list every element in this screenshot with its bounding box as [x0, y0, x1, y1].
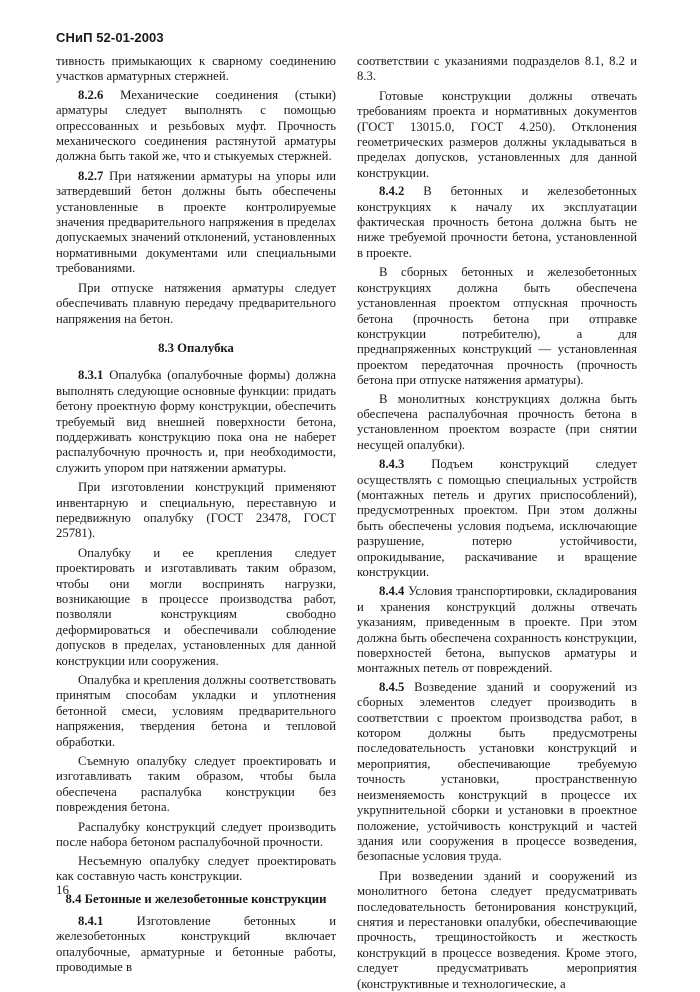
paragraph-8-2-6: [56, 88, 336, 165]
clause-number: 8.2.6: [78, 87, 104, 102]
paragraph-text: Изготовление бетонных и железобетонных конструкций включает опалубочные, арматурные и бетонные работы, проводимые в: [56, 913, 336, 974]
paragraph: Опалубка и крепления должны соответствовать принятым способам укладки и уплотнения бетонной смеси, условиям предварительного напряжения, твердения бетона и тепловой обработки.: [56, 673, 336, 749]
section-heading-8-3: 8.3 Опалубка: [158, 340, 234, 355]
paragraph-8-4-4: [357, 584, 637, 676]
paragraph-8-4-3: [357, 457, 637, 580]
clause-number: 8.4.2: [379, 184, 405, 199]
paragraph: Съемную опалубку следует проектировать и изготавливать таким образом, чтобы была обеспечена распалубка конструкции без повреждения бетона.: [56, 754, 336, 815]
paragraph-8-4-5: [357, 680, 637, 865]
page-number: 16: [56, 882, 69, 897]
paragraph: Несъемную опалубку следует проектировать как составную часть конструкции.: [56, 853, 336, 883]
clause-number: 8.4.3: [379, 457, 405, 472]
paragraph-text: Механические соединения (стыки) арматуры следует выполнять с помощью опрессованных и резьбовых муфт. Прочность механического соединения растянутой арматуры должна быть такой же, что и стыкуемых стержней.: [56, 87, 336, 164]
paragraph-text: В бетонных и железобетонных конструкциях к началу их эксплуатации фактическая прочность бетона должна быть не ниже требуемой прочности бетона, установленной в проекте.: [357, 184, 637, 260]
left-column: [56, 54, 336, 975]
paragraph-8-4-1: [56, 914, 336, 976]
paragraph-text: Опалубка (опалубочные формы) должна выполнять следующие основные функции: придать бетону проектную форму конструкции, обеспечить требуемый вид внешней поверхности бетона, поддерживать конструкцию пока она не наберет распалубочную прочность и, при необходимости, служить упором при натяжении арматуры.: [56, 368, 336, 475]
paragraph-text: Подъем конструкций следует осуществлять с помощью специальных устройств (монтажных петель и других приспособлений), предусмотренных проектом. При этом должны быть обеспечены условия подъема, исключающие разрушение, потерю устойчивости, опрокидывание, раскачивание и вращение конструкции.: [357, 457, 637, 579]
right-column: [357, 54, 637, 992]
paragraph: При возведении зданий и сооружений из монолитного бетона следует предусматривать последовательность бетонирования конструкций, снятия и перестановки опалубки, обеспечивающие прочность, трещиностойкость и жесткость конструкций в процессе возведения. Кроме этого, следует предусматривать мероприятия (конструктивные и технологические, а: [357, 868, 637, 991]
paragraph: соответствии с указаниями подразделов 8.1, 8.2 и 8.3.: [357, 54, 637, 84]
paragraph: Опалубку и ее крепления следует проектировать и изготавливать таким образом, чтобы они могли воспринять нагрузки, возникающие в процессе производства работ, позволяли конструкциям свободно деформироваться и обеспечивали соблюдение допусков в пределах, установленных для данной конструкции или сооружения.: [56, 545, 336, 668]
paragraph: Готовые конструкции должны отвечать требованиям проекта и нормативных документов (ГОСТ 13015.0, ГОСТ 4.250). Отклонения геометрических размеров должны укладываться в пределах допусков, установленных для данной конструкции.: [357, 88, 637, 180]
paragraph-8-2-7: [56, 169, 336, 277]
clause-number: 8.3.1: [78, 368, 104, 383]
paragraph-text: При натяжении арматуры на упоры или затвердевший бетон должны быть обеспечены установленные в проекте контролируемые значения предварительного напряжения в пределах допускаемых значений отклонений, установленных нормативными документами или специальными требованиями.: [56, 168, 336, 276]
paragraph-text: Возведение зданий и сооружений из сборных элементов следует производить в соответствии с проектом производства работ, в котором должны быть предусмотрены последовательность установки конструкций и мероприятия, обеспечивающие требуемую точность установки, пространственную неизменяемость конструкций в процессе их укрупнительной сборки и установки в проектное положение, устойчивость конструкций и частей здания или сооружения в процессе возведения, безопасные условия труда.: [357, 679, 637, 864]
paragraph: При изготовлении конструкций применяют инвентарную и специальную, переставную и передвижную опалубку (ГОСТ 23478, ГОСТ 25781).: [56, 480, 336, 541]
paragraph-8-3-1: [56, 368, 336, 476]
paragraph-8-4-2: [357, 184, 637, 261]
clause-number: 8.2.7: [78, 168, 104, 183]
paragraph: В сборных бетонных и железобетонных конструкциях должна быть обеспечена установленная проектом отпускная прочность бетона (прочность бетона при отправке конструкции потребителю), а для преднапряженных конструкций — установленная проектом передаточная прочность (прочность бетона при отпуске натяжения арматуры).: [357, 265, 637, 388]
paragraph: В монолитных конструкциях должна быть обеспечена распалубочная прочность бетона в установленном проектом возрасте (при снятии несущей опалубки).: [357, 391, 637, 452]
clause-number: 8.4.5: [379, 679, 405, 694]
document-code-header: СНиП 52-01-2003: [56, 30, 164, 45]
clause-number: 8.4.1: [78, 913, 104, 928]
clause-number: 8.4.4: [379, 584, 405, 599]
paragraph: При отпуске натяжения арматуры следует обеспечивать плавную передачу предварительного напряжения на бетон.: [56, 280, 336, 326]
section-heading-8-4: 8.4 Бетонные и железобетонные конструкции: [65, 892, 327, 907]
paragraph: тивность примыкающих к сварному соединению участков арматурных стержней.: [56, 54, 336, 84]
paragraph: Распалубку конструкций следует производить после набора бетоном распалубочной прочности.: [56, 819, 336, 850]
paragraph-text: Условия транспортировки, складирования и хранения конструкций должны отвечать указаниям, приведенным в проекте. При этом должна быть обеспечена сохранность конструкции, поверхностей бетона, выпусков арматуры и монтажных петель от повреждений.: [357, 584, 637, 676]
